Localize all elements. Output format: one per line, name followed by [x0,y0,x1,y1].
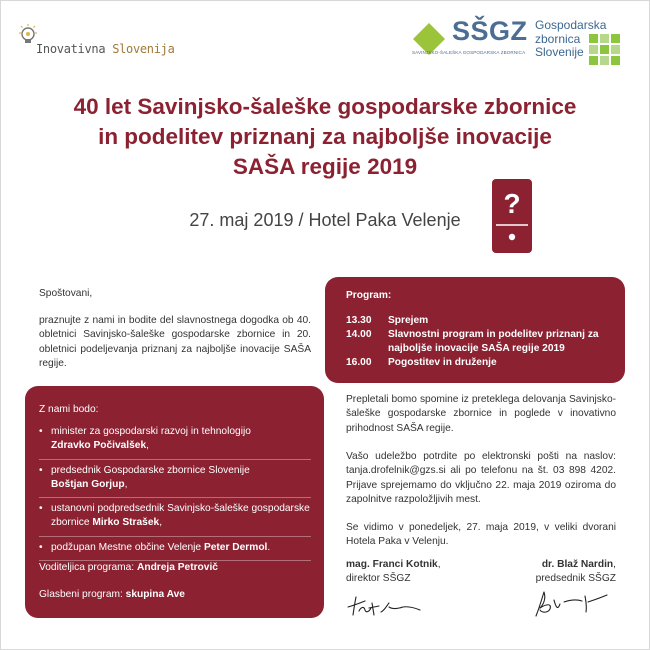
program-desc: Pogostitev in druženje [388,357,497,369]
guest-role: podžupan Mestne občine Velenje [51,541,202,553]
gzs-grid-icon [589,34,621,66]
guest-role: predsednik Gospodarske zbornice Slovenije [51,464,250,476]
program-time: 13.30 [346,315,372,326]
greeting: Spoštovani, [39,288,93,299]
info-paragraph-1: Prepletali bomo spomine iz preteklega delovanja Savinjsko-šaleške gospodarske zbornice in poglede v inovativno prihodnost SAŠA regije. [346,394,616,434]
program-title: Program: [346,290,392,301]
host-label: Voditeljica programa: [39,562,135,573]
program-list [346,314,616,370]
program-item [346,314,616,327]
signer-right-comma: , [613,559,616,570]
signature-left-image [345,593,425,623]
program-item [346,328,616,355]
info-paragraph-2: Vašo udeležbo potrdite po elektronski pošti na naslov: tanja.drofelnik@gzs.si ali po telefonu na št. 03 898 4202. Prijave sprejemamo do vključno 22. maja 2019 oziroma do zapolnitve razpoložljivih mest. [346,451,616,505]
guest-suffix: , [124,478,128,490]
guest-suffix: . [267,541,271,553]
guest-role: ustanovni podpredsednik Savinjsko-šaleške gospodarske zbornice [51,503,310,529]
title-line2: in podelitev priznanj za najboljše inovacije [98,124,552,149]
bullet: • [39,426,43,437]
host-name: Andreja Petrovič [136,562,218,573]
logo-text-slovenija: Slovenija [112,42,175,56]
title-line1: 40 let Savinjsko-šaleške gospodarske zbornice [73,94,577,119]
program-desc: Slavnostni program in podelitev priznanj za najboljše inovacije SAŠA regije 2019 [388,329,599,354]
music-label: Glasbeni program: [39,589,123,600]
guest-item [39,498,311,537]
guest-name: Boštjan Gorjup [51,478,125,490]
host-line [39,561,218,575]
ssgz-logo-name: SŠGZ [452,16,528,46]
ssgz-logo-subtitle: SAVINJSKO-ŠALEŠKA GOSPODARSKA ZBORNICA [412,50,526,55]
gzs-line1: Gospodarska [535,18,607,32]
bullet: • [39,541,43,553]
guest-name: Peter Dermol [203,541,268,553]
guest-item [39,460,311,499]
guest-name: Mirko Strašek [92,517,160,529]
signature-left [346,558,441,586]
signer-right-title: predsednik SŠGZ [535,573,616,584]
question-domino-icon [490,177,534,255]
title-line3: SAŠA regije 2019 [232,154,418,179]
guest-item [39,537,311,561]
guests-heading: Z nami bodo: [39,404,99,415]
signer-left-title: direktor SŠGZ [346,573,411,584]
music-name: skupina Ave [125,589,185,600]
event-title [0,92,650,182]
inovativna-slovenija-logo [36,42,175,56]
signer-left-comma: , [437,559,441,570]
guests-list [39,421,311,561]
gzs-line3: Slovenije [535,45,584,59]
guest-suffix: , [146,440,149,452]
logo-text-inovativna: Inovativna [36,42,106,56]
event-date-location: 27. maj 2019 / Hotel Paka Velenje [189,210,461,230]
bullet: • [39,503,43,515]
info-paragraph-3: Se vidimo v ponedeljek, 27. maja 2019, v veliki dvorani Hotela Paka v Velenju. [346,522,616,548]
gzs-line2: zbornica [535,31,581,46]
program-time: 16.00 [346,357,372,369]
invitation-intro: praznujte z nami in bodite del slavnostnega dogodka ob 40. obletnici Savinjsko-šaleške gospodarske zbornice in 20. obletnici podeljevanja priznanj za najboljše inovacije SAŠA regije. [39,315,311,369]
guest-item [39,421,311,460]
program-time: 14.00 [346,329,372,341]
program-item [346,356,616,369]
signature-right-image [530,588,615,623]
guest-role: minister za gospodarski razvoj in tehnologijo [51,426,251,437]
guest-name: Zdravko Počivalšek [51,440,147,452]
bullet: • [39,464,43,476]
signature-right [520,558,616,586]
signer-right-name: dr. Blaž Nardin [541,559,614,570]
signer-left-name: mag. Franci Kotnik [346,559,438,570]
program-desc: Sprejem [388,315,429,326]
question-mark: ? [503,188,521,219]
guest-suffix: , [159,517,163,529]
music-line [39,588,185,602]
